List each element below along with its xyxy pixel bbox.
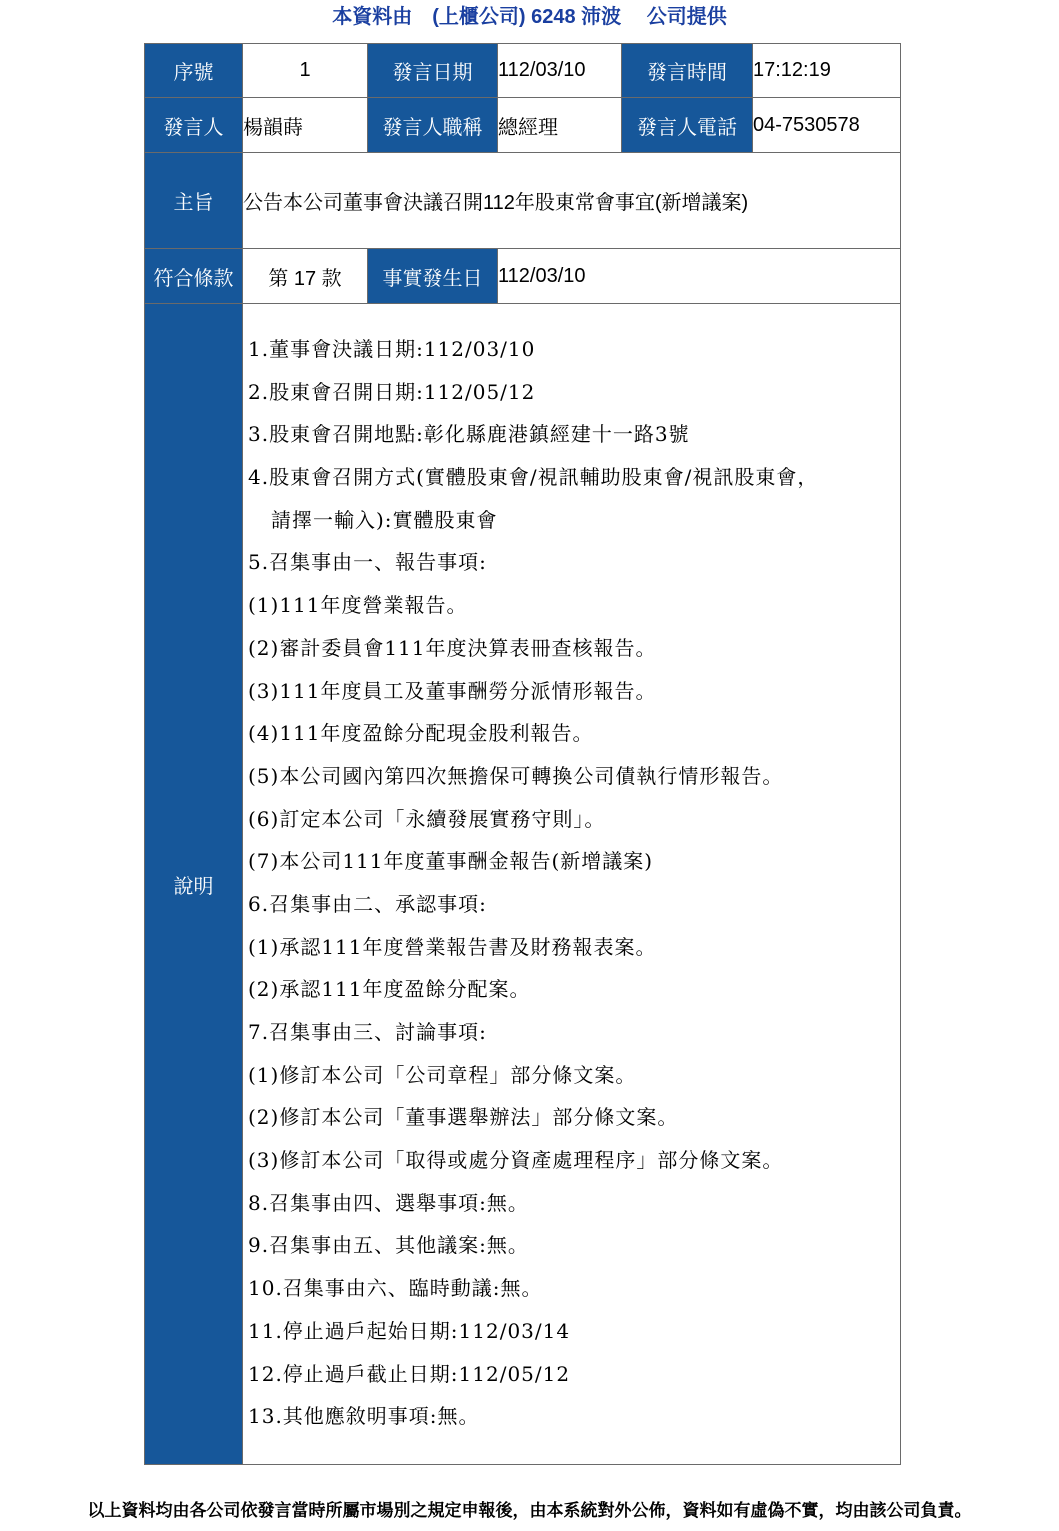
description-line: 5.召集事由一、報告事項: <box>248 550 487 575</box>
time-value: 17:12:19 <box>753 44 901 98</box>
description-line: 9.召集事由五、其他議案:無。 <box>248 1233 529 1258</box>
description-line: (2)審計委員會111年度決算表冊查核報告。 <box>248 635 657 660</box>
description-line: 11.停止過戶起始日期:112/03/14 <box>248 1318 571 1343</box>
description-line: 2.股東會召開日期:112/05/12 <box>248 379 536 404</box>
time-label: 發言時間 <box>622 44 753 98</box>
description-line: 13.其他應敘明事項:無。 <box>248 1404 480 1429</box>
description-line: 10.召集事由六、臨時動議:無。 <box>248 1276 543 1301</box>
description-line: 請擇一輸入):實體股東會 <box>271 507 498 532</box>
description-line: (3)修訂本公司「取得或處分資產處理程序」部分條文案。 <box>248 1148 784 1173</box>
date-value: 112/03/10 <box>498 44 622 98</box>
description-line: (7)本公司111年度董事酬金報告(新增議案) <box>248 849 654 874</box>
description-line: (3)111年度員工及董事酬勞分派情形報告。 <box>248 678 657 703</box>
speaker-phone-value: 04-7530578 <box>753 98 901 153</box>
description-line: (1)修訂本公司「公司章程」部分條文案。 <box>248 1062 637 1087</box>
description-line: 7.召集事由三、討論事項: <box>248 1020 487 1044</box>
description-line: 1.董事會決議日期:112/03/10 <box>248 337 536 361</box>
row-subject <box>145 153 901 249</box>
speaker-title-value: 總經理 <box>498 98 622 153</box>
description-line: (2)修訂本公司「董事選舉辦法」部分條文案。 <box>248 1105 679 1130</box>
speaker-phone-label: 發言人電話 <box>622 98 753 153</box>
row-description <box>145 304 901 1465</box>
description-line: 3.股東會召開地點:彰化縣鹿港鎮經建十一路3號 <box>248 422 690 447</box>
event-date-value: 112/03/10 <box>498 249 901 304</box>
seq-value: 1 <box>243 44 368 98</box>
clause-label: 符合條款 <box>145 249 243 304</box>
speaker-value: 楊韻蒔 <box>243 98 368 153</box>
description-line: 8.召集事由四、選舉事項:無。 <box>248 1190 529 1215</box>
row-clause <box>145 249 901 304</box>
description-line: 12.停止過戶截止日期:112/05/12 <box>248 1361 571 1386</box>
disclaimer-footer: 以上資料均由各公司依發言當時所屬市場別之規定申報後，由本系統對外公佈，資料如有虛偽不實，均由該公司負責。 <box>87 1501 972 1520</box>
description-line: (1)承認111年度營業報告書及財務報表案。 <box>248 934 657 959</box>
description-line: 4.股東會召開方式(實體股東會/視訊輔助股東會/視訊股東會， <box>248 465 819 490</box>
speaker-title-label: 發言人職稱 <box>368 98 498 153</box>
date-label: 發言日期 <box>368 44 498 98</box>
description-line: (1)111年度營業報告。 <box>248 593 468 618</box>
description-line: (6)訂定本公司「永續發展實務守則」。 <box>248 806 606 831</box>
announcement-table <box>144 43 901 1465</box>
description-body <box>243 304 901 1465</box>
description-label: 說明 <box>145 304 243 1465</box>
source-header: 本資料由 (上櫃公司) 6248 沛波 公司提供 <box>332 6 727 28</box>
row-speaker <box>145 98 901 153</box>
event-date-label: 事實發生日 <box>368 249 498 304</box>
description-list <box>243 304 900 1464</box>
subject-value: 公告本公司董事會決議召開112年股東常會事宜(新增議案) <box>243 153 901 249</box>
description-line: 6.召集事由二、承認事項: <box>248 891 487 916</box>
clause-value: 第 17 款 <box>243 249 368 304</box>
speaker-label: 發言人 <box>145 98 243 153</box>
description-line: (5)本公司國內第四次無擔保可轉換公司債執行情形報告。 <box>248 763 784 788</box>
description-line: (4)111年度盈餘分配現金股利報告。 <box>248 721 594 746</box>
description-line: (2)承認111年度盈餘分配案。 <box>248 977 531 1002</box>
subject-label: 主旨 <box>145 153 243 249</box>
seq-label: 序號 <box>145 44 243 98</box>
row-basic-info <box>145 44 901 98</box>
